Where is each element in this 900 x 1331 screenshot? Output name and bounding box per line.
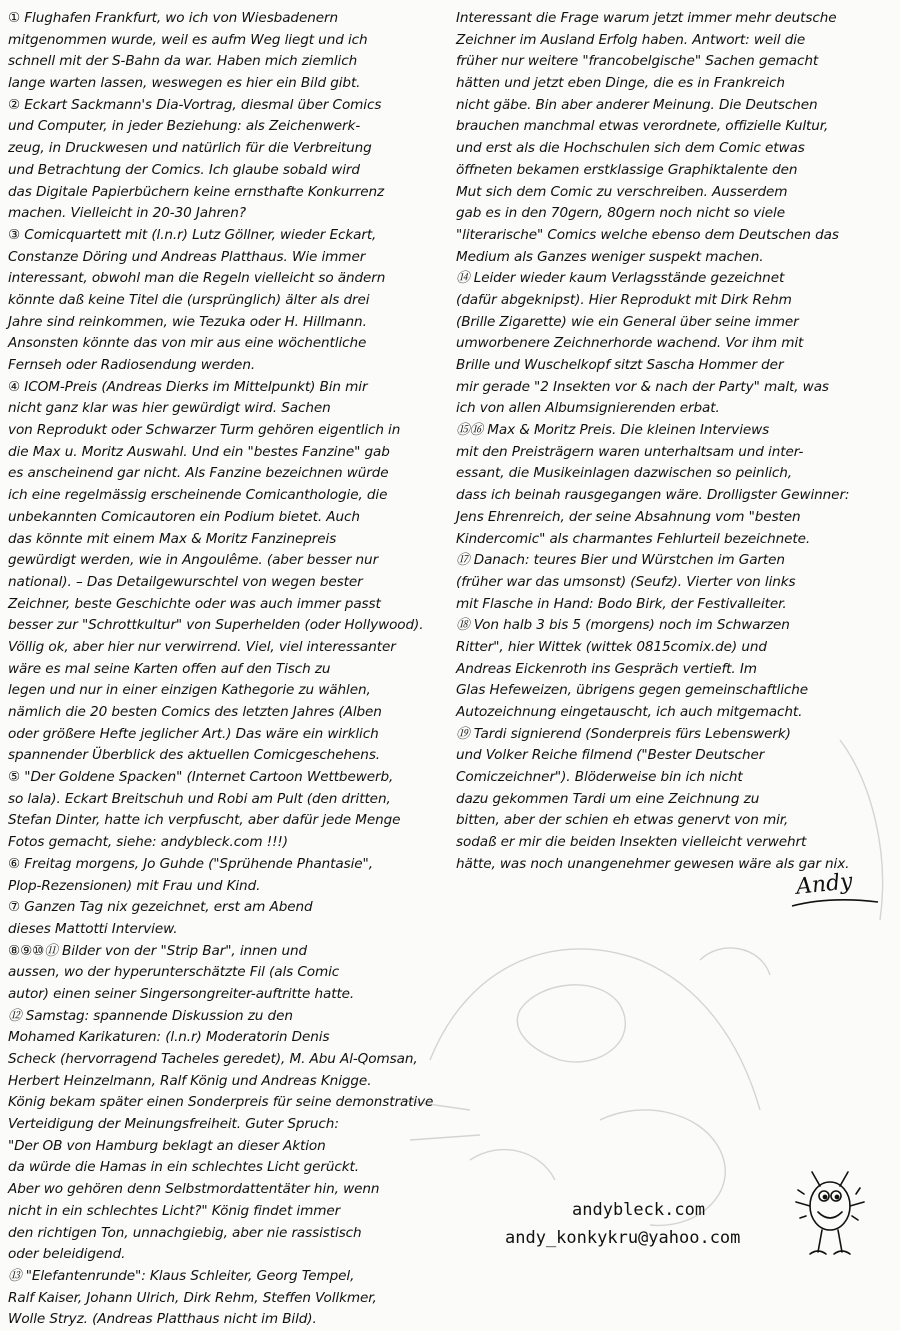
right-text-line: dass ich beinah rausgegangen wäre. Drolligster Gewinner:: [456, 487, 850, 504]
left-text-line: da würde die Hamas in ein schlechtes Licht gerückt.: [8, 1159, 360, 1176]
left-text-line: gewürdigt werden, wie in Angoulême. (aber besser nur: [8, 552, 379, 569]
left-text-line: es anscheinend gar nicht. Als Fanzine bezeichnen würde: [8, 465, 389, 482]
left-text-line: interessant, obwohl man die Regeln vielleicht so ändern: [8, 270, 386, 287]
left-text-line: aussen, wo der hyperunterschätzte Fil (als Comic: [8, 964, 340, 981]
right-text-line: dazu gekommen Tardi um eine Zeichnung zu: [456, 790, 760, 807]
left-text-line: Scheck (hervorragend Tacheles geredet), M. Abu Al-Qomsan,: [8, 1051, 418, 1067]
left-text-line: Mohamed Karikaturen: (l.n.r) Moderatorin Denis: [8, 1029, 330, 1046]
left-text-line: "Der OB von Hamburg beklagt an dieser Aktion: [8, 1137, 326, 1154]
left-text-line: schnell mit der S-Bahn da war. Haben mich ziemlich: [8, 53, 358, 70]
left-text-line: König bekam später einen Sonderpreis für seine demonstrative: [8, 1094, 434, 1111]
left-text-line: Constanze Döring und Andreas Platthaus. Wie immer: [8, 248, 366, 265]
right-text-line: ich von allen Albumsignierenden erbat.: [456, 400, 720, 417]
left-text-line: ① Flughafen Frankfurt, wo ich von Wiesbadenern: [8, 10, 339, 26]
left-text-line: Stefan Dinter, hatte ich verpfuscht, aber dafür jede Menge: [8, 812, 401, 829]
right-text-line: Mut sich dem Comic zu verschreiben. Ausserdem: [456, 183, 788, 200]
left-text-line: machen. Vielleicht in 20-30 Jahren?: [8, 205, 246, 222]
left-text-line: autor) einen seiner Singersongreiter-auftritte hatte.: [8, 985, 355, 1002]
left-text-line: ④ ICOM-Preis (Andreas Dierks im Mittelpunkt) Bin mir: [8, 378, 368, 395]
right-text-line: und erst als die Hochschulen sich dem Comic etwas: [456, 140, 805, 157]
left-text-line: zeug, in Druckwesen und natürlich für die Verbreitung: [8, 140, 372, 157]
left-text-line: das könnte mit einem Max & Moritz Fanzinepreis: [8, 530, 337, 547]
footer-email: andy_konkykru@yahoo.com: [505, 1228, 741, 1248]
left-text-line: das Digitale Papierbüchern keine ernsthafte Konkurrenz: [8, 183, 385, 200]
left-text-line: ⑥ Freitag morgens, Jo Guhde ("Sprühende Phantasie",: [8, 855, 373, 872]
right-text-line: Zeichner im Ausland Erfolg haben. Antwort: weil die: [456, 31, 806, 48]
right-text-line: Brille und Wuschelkopf sitzt Sascha Hommer der: [456, 357, 784, 373]
left-text-line: ② Eckart Sackmann's Dia-Vortrag, diesmal über Comics: [8, 96, 382, 113]
footer-website: andybleck.com: [572, 1200, 706, 1220]
left-text-line: oder größere Hefte jeglicher Art.) Das wäre ein wirklich: [8, 725, 379, 742]
right-text-line: Interessant die Frage warum jetzt immer mehr deutsche: [456, 10, 837, 26]
left-text-line: Plop-Rezensionen) mit Frau und Kind.: [8, 877, 261, 894]
left-text-line: könnte daß keine Titel die (ursprünglich) älter als drei: [8, 291, 370, 308]
right-text-line: ⑲ Tardi signierend (Sonderpreis fürs Lebenswerk): [456, 725, 791, 742]
left-text-line: spannender Überblick des aktuellen Comicgeschehens.: [8, 747, 381, 764]
left-text-line: den richtigen Ton, unnachgiebig, aber nie rassistisch: [8, 1224, 362, 1241]
right-text-line: gab es in den 70gern, 80gern noch nicht so viele: [456, 205, 785, 222]
left-text-line: Völlig ok, aber hier nur verwirrend. Viel, viel interessanter: [8, 638, 396, 655]
left-text-line: nicht in ein schlechtes Licht?" König findet immer: [8, 1202, 341, 1219]
left-text-line: ③ Comicquartett mit (l.n.r) Lutz Göllner, wieder Eckart,: [8, 226, 377, 243]
left-text-line: unbekannten Comicautoren ein Podium bietet. Auch: [8, 508, 360, 525]
right-text-line: öffneten bekamen erstklassige Graphiktalente den: [456, 161, 798, 178]
signature: Andy: [794, 869, 854, 900]
right-text-line: Glas Hefeweizen, übrigens gegen gemeinschaftliche: [456, 682, 809, 699]
right-text-line: sodaß er mir die beiden Insekten vielleicht verwehrt: [456, 834, 807, 851]
right-text-line: Ritter", hier Wittek (wittek 0815comix.de) und: [456, 638, 767, 655]
right-text-line: nicht gäbe. Bin aber anderer Meinung. Die Deutschen: [456, 96, 818, 113]
right-text-line: (früher war das umsonst) (Seufz). Vierter von links: [456, 573, 796, 590]
right-text-line: Kindercomic" als charmantes Fehlurteil bezeichnete.: [456, 530, 811, 547]
left-text-line: legen und nur in einer einzigen Kathegorie zu wählen,: [8, 682, 371, 699]
right-text-line: Medium als Ganzes weniger suspekt machen.: [456, 248, 764, 265]
left-text-line: und Computer, in jeder Beziehung: als Zeichenwerk-: [8, 118, 361, 135]
left-text-line: ⑤ "Der Goldene Spacken" (Internet Cartoon Wettbewerb,: [8, 769, 394, 786]
right-text-line: ⑭ Leider wieder kaum Verlagsstände gezeichnet: [456, 270, 785, 287]
left-text-line: und Betrachtung der Comics. Ich glaube sobald wird: [8, 161, 360, 178]
right-text-line: ⑮⑯ Max & Moritz Preis. Die kleinen Interviews: [456, 422, 770, 439]
right-text-line: (dafür abgeknipst). Hier Reprodukt mit Dirk Rehm: [456, 291, 792, 308]
left-text-line: ⑦ Ganzen Tag nix gezeichnet, erst am Abend: [8, 899, 313, 916]
right-text-line: hätten und jetzt eben Dinge, die es in Frankreich: [456, 75, 785, 92]
right-text-line: bitten, aber der schien eh etwas genervt von mir,: [456, 812, 789, 829]
right-text-line: Andreas Eickenroth ins Gespräch vertieft. Im: [456, 660, 757, 677]
right-text-column: [456, 8, 894, 876]
left-text-line: Aber wo gehören denn Selbstmordattentäter hin, wenn: [8, 1181, 380, 1198]
left-text-line: Fernseh oder Radiosendung werden.: [8, 357, 256, 373]
left-text-line: Wolle Stryz. (Andreas Platthaus nicht im Bild).: [8, 1311, 317, 1328]
left-text-line: dieses Mattotti Interview.: [8, 920, 178, 937]
left-text-line: Fotos gemacht, siehe: andybleck.com !!!): [8, 834, 288, 851]
right-text-line: ⑱ Von halb 3 bis 5 (morgens) noch im Schwarzen: [456, 617, 790, 634]
left-text-line: wäre es mal seine Karten offen auf den Tisch zu: [8, 660, 331, 677]
right-text-line: ⑰ Danach: teures Bier und Würstchen im Garten: [456, 552, 785, 569]
left-text-line: oder beleidigend.: [8, 1246, 126, 1263]
left-text-line: besser zur "Schrottkultur" von Superhelden (oder Hollywood).: [8, 617, 424, 634]
left-text-line: national). – Das Detailgewurschtel von wegen bester: [8, 573, 363, 590]
right-text-line: hätte, was noch unangenehmer gewesen wäre als gar nix.: [456, 855, 850, 872]
left-text-line: die Max u. Moritz Auswahl. Und ein "bestes Fanzine" gab: [8, 443, 390, 460]
left-text-line: mitgenommen wurde, weil es aufm Weg liegt und ich: [8, 31, 368, 48]
right-text-line: Comiczeichner"). Blöderweise bin ich nicht: [456, 769, 743, 786]
right-text-line: essant, die Musikeinlagen dazwischen so peinlich,: [456, 465, 793, 482]
left-text-line: lange warten lassen, weswegen es hier ein Bild gibt.: [8, 75, 361, 92]
left-text-line: von Reprodukt oder Schwarzer Turm gehören eigentlich in: [8, 422, 401, 439]
right-text-line: mit den Preisträgern waren unterhaltsam und inter-: [456, 443, 804, 460]
left-text-line: Verteidigung der Meinungsfreiheit. Guter Spruch:: [8, 1116, 339, 1133]
left-text-line: ⑧⑨⑩⑪ Bilder von der "Strip Bar", innen und: [8, 942, 308, 959]
right-text-line: "literarische" Comics welche ebenso dem Deutschen das: [456, 226, 839, 243]
left-text-line: ich eine regelmässig erscheinende Comicanthologie, die: [8, 487, 388, 504]
left-text-line: Herbert Heinzelmann, Ralf König und Andreas Knigge.: [8, 1072, 372, 1089]
signature-underline: [790, 896, 880, 910]
right-text-line: (Brille Zigarette) wie ein General über seine immer: [456, 313, 799, 330]
left-text-line: ⑬ "Elefantenrunde": Klaus Schleiter, Georg Tempel,: [8, 1267, 355, 1284]
insect-mascot-drawing: [790, 1166, 870, 1266]
left-text-line: nicht ganz klar was hier gewürdigt wird. Sachen: [8, 400, 331, 417]
left-text-line: Ralf Kaiser, Johann Ulrich, Dirk Rehm, Steffen Vollkmer,: [8, 1289, 377, 1306]
right-text-line: Autozeichnung eingetauscht, ich auch mitgemacht.: [456, 704, 803, 720]
left-text-line: Ansonsten könnte das von mir aus eine wöchentliche: [8, 335, 367, 352]
left-text-line: Zeichner, beste Geschichte oder was auch immer passt: [8, 595, 381, 612]
right-text-line: brauchen manchmal etwas verordnete, offizielle Kultur,: [456, 118, 829, 135]
right-text-line: früher nur weitere "francobelgische" Sachen gemacht: [456, 53, 819, 70]
right-text-line: mit Flasche in Hand: Bodo Birk, der Festivalleiter.: [456, 595, 787, 612]
right-text-line: umworbenere Zeichnerhorde wachend. Vor ihm mit: [456, 335, 804, 352]
left-text-line: ⑫ Samstag: spannende Diskussion zu den: [8, 1007, 293, 1024]
right-text-line: Jens Ehrenreich, der seine Absahnung vom "besten: [456, 508, 801, 525]
left-text-line: nämlich die 20 besten Comics des letzten Jahres (Alben: [8, 704, 382, 720]
left-text-line: so lala). Eckart Breitschuh und Robi am Pult (den dritten,: [8, 790, 391, 807]
left-text-column: [8, 8, 450, 1331]
right-text-line: und Volker Reiche filmend ("Bester Deutscher: [456, 747, 765, 764]
right-text-line: mir gerade "2 Insekten vor & nach der Party" malt, was: [456, 378, 829, 395]
left-text-line: Jahre sind reinkommen, wie Tezuka oder H. Hillmann.: [8, 313, 367, 330]
